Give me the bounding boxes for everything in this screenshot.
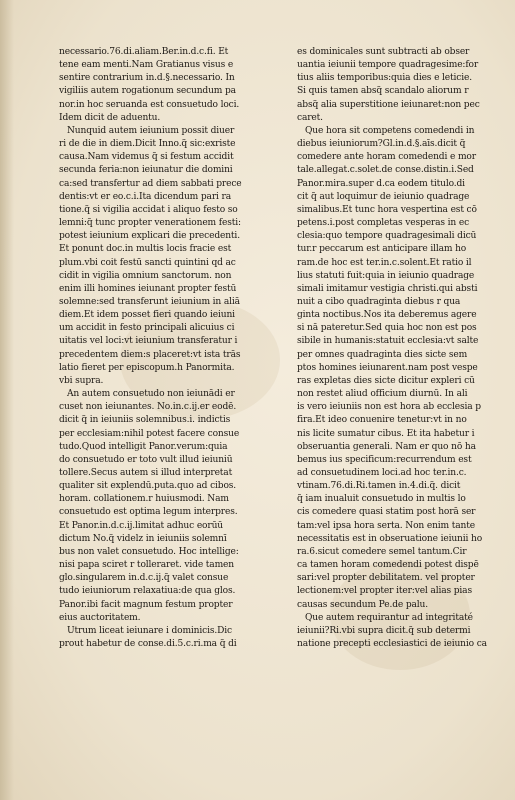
text-line: caret. bbox=[297, 112, 323, 123]
text-line: uantia ieiunii tempore quadragesime:for bbox=[297, 60, 479, 71]
text-line: Et Panor.in.d.c.ij.limitat adhuc eorūū bbox=[59, 520, 223, 531]
text-line: lius statuti fuit:quia in ieiunio quadrage bbox=[297, 270, 475, 281]
text-line: prout habetur de conse.di.5.c.ri.ma q̃ di bbox=[59, 639, 237, 650]
text-line: tudo.Quod intelligit Panor.verum:quia bbox=[59, 441, 228, 452]
text-line: do consuetudo er toto vult illud ieiuniū bbox=[59, 454, 233, 465]
text-line: nuit a cibo quadraginta diebus r qua bbox=[297, 296, 461, 307]
text-line: ra.6.sicut comedere semel tantum.Cir bbox=[297, 546, 467, 557]
text-line: tius aliis temporibus:quia dies e leticie. bbox=[297, 73, 472, 84]
text-line: secunda feria:non ieiunatur die domini bbox=[59, 165, 233, 176]
text-line: diem.Et idem posset fieri quando ieiuni bbox=[59, 310, 235, 321]
text-line: is vero ieiuniis non est hora ab ecclesia p bbox=[297, 402, 481, 413]
text-line: clesia:quo tempore quadragesimali dicū bbox=[297, 231, 477, 242]
text-line: causa.Nam videmus q̃ si festum accidit bbox=[59, 152, 234, 163]
text-line: enim illi homines ieiunant propter festū bbox=[59, 283, 237, 294]
text-line: ram.de hoc est ter.in.c.solent.Et ratio il bbox=[297, 257, 472, 268]
text-line: ca:sed transfertur ad diem sabbati prece bbox=[59, 178, 242, 189]
text-line: tam:vel ipsa hora serta. Non enim tante bbox=[297, 520, 475, 531]
text-line: per ecclesiam:nihil potest facere consue bbox=[59, 428, 240, 439]
text-line: tudo ieiuniorum relaxatiua:de qua glos. bbox=[59, 586, 236, 597]
text-line: qualiter sit explendū.puta.quo ad cibos. bbox=[59, 481, 237, 492]
text-line: si nā pateretur.Sed quia hoc non est pos bbox=[297, 323, 477, 334]
text-line: comedere ante horam comedendi e mor bbox=[297, 152, 476, 163]
text-line: sari:vel propter debilitatem. vel propter bbox=[297, 573, 475, 584]
text-line: tene eam menti.Nam Gratianus visus e bbox=[59, 60, 234, 71]
text-line: sibile in humanis:statuit ecclesia:vt salte bbox=[297, 336, 479, 347]
text-line: vbi supra. bbox=[59, 375, 104, 386]
text-line: bemus ius specificum:recurrendum est bbox=[297, 454, 472, 465]
text-line: nisi papa sciret r tolleraret. vide tamen bbox=[59, 560, 234, 571]
text-line: necessitatis est in obseruatione ieiunii ho bbox=[297, 533, 483, 544]
page-gutter-shadow bbox=[0, 0, 14, 800]
text-line: Idem dicit de aduentu. bbox=[59, 112, 161, 123]
text-line: um accidit in festo principali alicuius ci bbox=[59, 323, 235, 334]
text-line: tollere.Secus autem si illud interpretat bbox=[59, 468, 233, 478]
text-line: petens.i.post completas vesperas in ec bbox=[297, 218, 470, 229]
left-text-column bbox=[59, 46, 284, 651]
text-line: plum.vbi coit festū sancti quintini qḋ ac bbox=[59, 257, 236, 268]
text-line: eius auctoritatem. bbox=[59, 612, 141, 623]
text-line: Utrum liceat ieiunare i dominicis.Dic bbox=[67, 625, 232, 636]
text-line: solemne:sed transferunt ieiunium in aliā bbox=[59, 296, 240, 307]
text-line: Que hora sit competens comedendi in bbox=[305, 125, 475, 136]
text-line: sentire contrarium in.d.§.necessario. In bbox=[59, 73, 235, 84]
text-line: simalibus.Et tunc hora vespertina est cō bbox=[297, 204, 477, 215]
text-line: Nunquid autem ieiunium possit diuer bbox=[67, 125, 235, 136]
text-line: fira.Et ideo conuenire tenetur:vt in no bbox=[297, 415, 467, 426]
text-line: tur.r peccarum est anticipare illam ho bbox=[297, 244, 467, 255]
text-line: ca tamen horam comedendi potest dispē bbox=[297, 560, 479, 571]
text-line: nis licite sumatur cibus. Et ita habetur i bbox=[297, 428, 475, 439]
text-line: uitatis vel loci:vt ieiunium transferatur i bbox=[59, 336, 238, 347]
text-line: causas secundum Pe.de palu. bbox=[297, 599, 428, 610]
text-line: Si quis tamen absq̃ scandalo aliorum r bbox=[297, 86, 469, 97]
text-line: vigiliis autem rogationum secundum pa bbox=[59, 86, 236, 97]
text-line: latio fieret per episcopum.h Panormita. bbox=[59, 362, 235, 373]
text-line: Que autem requirantur ad integritaté bbox=[305, 612, 473, 623]
text-line: ieiunii?Ri.vbi supra dicit.q̃ sub determi bbox=[297, 625, 471, 636]
text-line: es dominicales sunt subtracti ab obser bbox=[297, 47, 470, 57]
text-line: cis comedere quasi statim post horā ser bbox=[297, 507, 476, 518]
text-line: necessario.76.di.aliam.Ber.in.d.c.fi. Et bbox=[59, 47, 229, 57]
text-line: consuetudo est optima legum interpres. bbox=[59, 507, 238, 518]
text-line: tione.q̃ si vigilia accidat i aliquo festo so bbox=[59, 204, 238, 215]
text-line: ptos homines ieiunarent.nam post vespe bbox=[297, 362, 478, 373]
text-line: horam. collationem.r huiusmodi. Nam bbox=[59, 494, 229, 505]
text-line: obseruantia generali. Nam er quo nō ha bbox=[297, 441, 476, 452]
text-line: precedentem diem:s placeret:vt ista trās bbox=[59, 349, 241, 360]
text-line: nor.in hoc seruanda est consuetudo loci. bbox=[59, 99, 240, 110]
text-line: ginta noctibus.Nos ita deberemus agere bbox=[297, 310, 477, 321]
text-line: non restet aliud officium diurnū. In ali bbox=[297, 389, 468, 400]
text-line: An autem consuetudo non ieiunādi er bbox=[67, 389, 235, 400]
text-line: ri de die in diem.Dicit Inno.q̃ sic:exriste bbox=[59, 139, 236, 150]
text-line: bus non valet consuetudo. Hoc intellige: bbox=[59, 546, 239, 557]
text-line: dentis:vt er eo.c.i.Ita dicendum pari ra bbox=[59, 191, 231, 202]
text-line: glo.singularem in.d.c.ij.q̃ valet consue bbox=[59, 573, 229, 584]
text-line: dictum No.q̃ videlz in ieiuniis solemnī bbox=[59, 533, 227, 544]
text-line: Panor.ibi facit magnum festum propter bbox=[59, 599, 233, 610]
text-line: absq̃ alia superstitione ieiunaret:non pec bbox=[297, 99, 480, 110]
text-line: natione precepti ecclesiastici de ieiunio ca bbox=[297, 639, 487, 650]
text-line: lectionem:vel propter iter:vel alias pias bbox=[297, 586, 472, 597]
text-line: per omnes quadraginta dies sicte sem bbox=[297, 349, 468, 360]
text-line: Panor.mira.super d.ca eodem titulo.di bbox=[297, 178, 465, 189]
text-line: cidit in vigilia omnium sanctorum. non bbox=[59, 270, 232, 281]
text-line: ras expletas dies sicte dicitur expleri cū bbox=[297, 375, 475, 386]
text-line: cit q̃ aut loquimur de ieiunio quadrage bbox=[297, 191, 470, 202]
text-line: tale.allegat.c.solet.de conse.distin.i.Sed bbox=[297, 165, 474, 176]
text-line: diebus ieiuniorum?Gl.in.d.§.aīs.dicit q̃ bbox=[297, 139, 466, 150]
text-line: vtinam.76.di.Ri.tamen in.4.di.q̃. dicit bbox=[297, 481, 461, 492]
text-line: simali imitamur vestigia christi.qui absti bbox=[297, 283, 478, 294]
right-text-column bbox=[297, 46, 506, 651]
text-line: dicit q̃ in ieiuniis solemnibus.i. indictis bbox=[59, 415, 231, 426]
text-line: q̃ iam inualuit consuetudo in multis lo bbox=[297, 494, 466, 505]
text-line: cuset non ieiunantes. No.in.c.ij.er eodē. bbox=[59, 402, 237, 413]
text-line: lemni:q̃ tunc propter venerationem festi: bbox=[59, 218, 241, 229]
text-line: Et ponunt doc.in multis locis fracie est bbox=[59, 244, 232, 255]
text-line: ad consuetudinem loci.ad hoc ter.in.c. bbox=[297, 468, 467, 478]
text-line: potest ieiunium explicari die precedenti. bbox=[59, 231, 240, 242]
